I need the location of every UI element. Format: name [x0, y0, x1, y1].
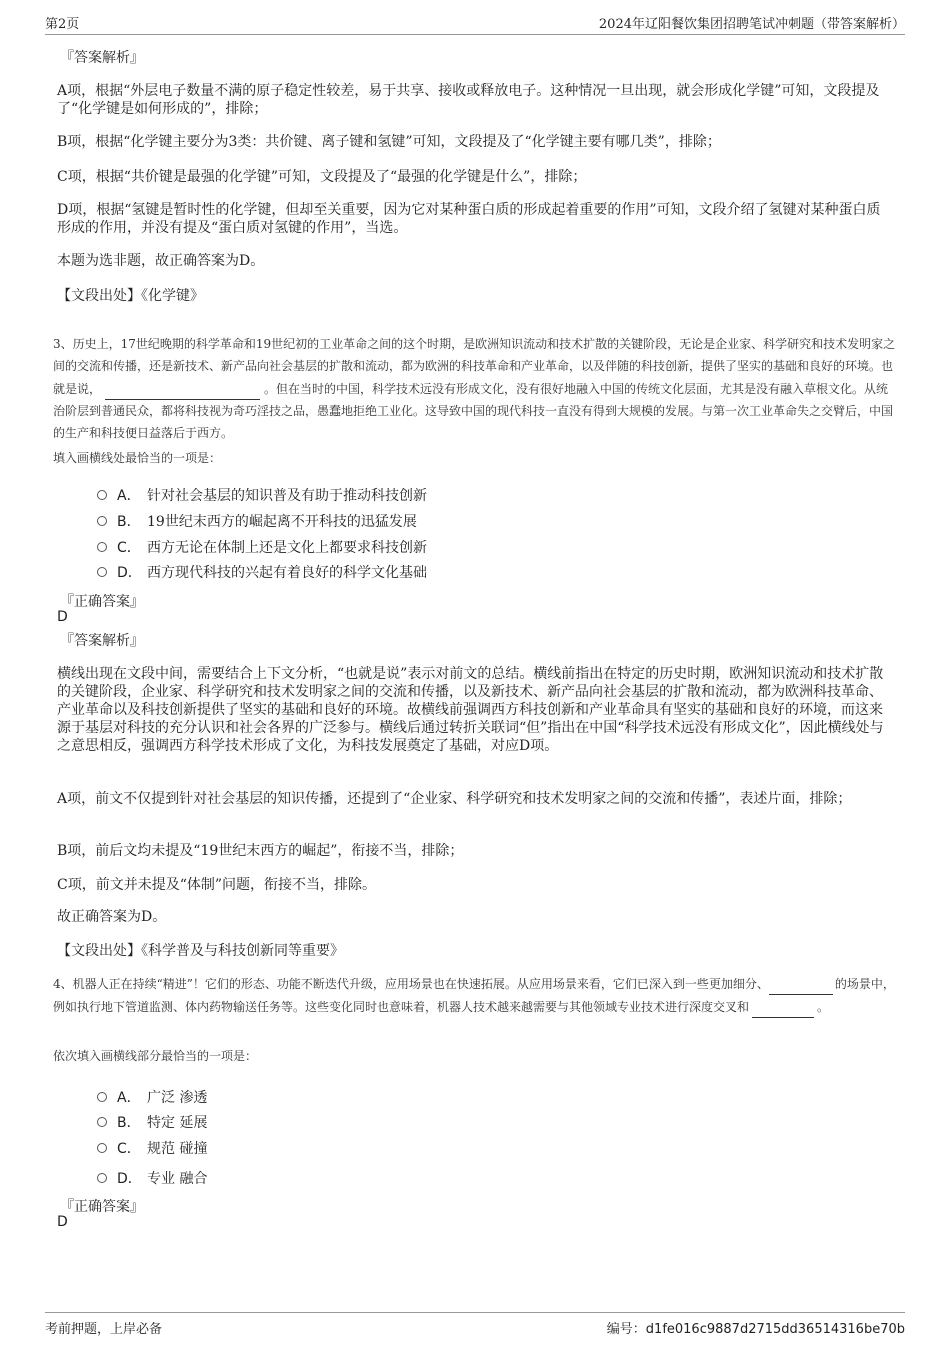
q4-option-d[interactable]: D． 专业 融合: [97, 1168, 207, 1188]
q3-answer-label: 『正确答案』: [60, 594, 144, 610]
q4-option-c[interactable]: C． 规范 碰撞: [97, 1138, 207, 1158]
q3-option-d[interactable]: D． 西方现代科技的兴起有着良好的科学文化基础: [97, 562, 427, 582]
q3-option-c[interactable]: C． 西方无论在体制上还是文化上都要求科技创新: [97, 537, 427, 557]
radio-icon[interactable]: [97, 1092, 107, 1102]
q4-option-b[interactable]: B． 特定 延展: [97, 1112, 207, 1132]
q3-stem: 3、历史上，17世纪晚期的科学革命和19世纪初的工业革命之间的这个时期，是欧洲知识流动和技术扩散的关键阶段，无论是企业家、科学研究和技术发明家之间的交流和传播，还是新技术、新产品向社会基层的扩散和流动，都为欧洲的科技革命和产业革命，以及伴随的科技创新，提供了坚实的基础和良好的环境。也就是说， 。但在当时的中国，科学技术远没有形成文化，没有很好地融入中国的传统文化层面，尤其是没有融入草根文化。从统治阶层到普通民众，都将科技视为奇巧淫技之品，愚蠢地拒绝工业化。这导致中国的现代科技一直没有得到大规模的发展。与第一次工业革命失之交臂后，中国的生产和科技便日益落后于西方。: [53, 337, 896, 440]
footer-slogan: 考前押题，上岸必备: [45, 1322, 163, 1337]
q3-conclusion: 故正确答案为D。: [57, 909, 167, 925]
q2-para-a: A项，根据“外层电子数量不满的原子稳定性较差，易于共享、接收或释放电子。这种情况一旦出现，就会形成化学键”可知，文段提及了“化学键是如何形成的”，排除；: [57, 83, 880, 117]
q3-para-b: B项，前后文均未提及“19世纪末西方的崛起”，衔接不当，排除；: [57, 843, 464, 859]
document-code: 编号：d1fe016c9887d2715dd36514316be70b: [606, 1322, 905, 1337]
q2-para-d: D项，根据“氢键是暂时性的化学键，但却至关重要，因为它对某种蛋白质的形成起着重要的作用”可知，文段介绍了氢键对某种蛋白质形成的作用，并没有提及“蛋白质对氢键的作用”，当选。: [57, 202, 881, 236]
q3-analysis-main: 横线出现在文段中间，需要结合上下文分析，“也就是说”表示对前文的总结。横线前指出在特定的历史时期，欧洲知识流动和技术扩散的关键阶段，企业家、科学研究和技术发明家之间的交流和传播，以及新技术、新产品向社会基层的扩散和流动，都为欧洲科技革命、产业革命以及科技创新提供了坚实的基础和良好的环境。故横线前强调西方科技创新和产业革命具有坚实的基础和良好的环境，而这来源于基层对科技的充分认识和社会各界的广泛参与。横线后通过转折关联词“但”指出在中国“科学技术远没有形成文化”，因此横线处与之意思相反，强调西方科学技术形成了文化，为科技发展奠定了基础，对应D项。: [57, 666, 884, 754]
q3-prompt: 填入画横线处最恰当的一项是：: [53, 451, 222, 465]
q4-blank-1: [769, 972, 833, 995]
q4-prompt: 依次填入画横线部分最恰当的一项是：: [53, 1049, 258, 1063]
radio-icon[interactable]: [97, 1117, 107, 1127]
radio-icon[interactable]: [97, 1143, 107, 1153]
q2-source: 【文段出处】《化学键》: [57, 288, 204, 304]
q3-para-c: C项，前文并未提及“体制”问题，衔接不当，排除。: [57, 877, 377, 893]
q3-option-b[interactable]: B． 19世纪末西方的崛起离不开科技的迅猛发展: [97, 511, 417, 531]
q3-para-a: A项，前文不仅提到针对社会基层的知识传播，还提到了“企业家、科学研究和技术发明家之间的交流和传播”，表述片面，排除；: [57, 791, 852, 807]
q4-option-a[interactable]: A． 广泛 渗透: [97, 1087, 207, 1107]
q3-analysis-label: 『答案解析』: [60, 633, 144, 649]
q4-answer: D: [57, 1214, 68, 1230]
q2-para-b: B项，根据“化学键主要分为3类：共价键、离子键和氢键”可知，文段提及了“化学键主要有哪几类”，排除；: [57, 134, 721, 150]
q2-conclusion: 本题为选非题，故正确答案为D。: [57, 253, 265, 269]
q3-source: 【文段出处】《科学普及与科技创新同等重要》: [57, 943, 344, 959]
q4-answer-label: 『正确答案』: [60, 1199, 144, 1215]
q4-blank-2: [752, 995, 814, 1018]
radio-icon[interactable]: [97, 542, 107, 552]
radio-icon[interactable]: [97, 490, 107, 500]
q3-blank: [105, 377, 260, 400]
q3-answer: D: [57, 609, 68, 625]
document-title: 2024年辽阳餐饮集团招聘笔试冲刺题（带答案解析）: [598, 17, 905, 32]
radio-icon[interactable]: [97, 1173, 107, 1183]
q2-analysis-label: 『答案解析』: [60, 50, 144, 66]
page-footer: [45, 1312, 905, 1337]
q4-stem: 4、机器人正在持续“精进”！它们的形态、功能不断迭代升级，应用场景也在快速拓展。从应用场景来看，它们已深入到一些更加细分、 的场景中，例如执行地下管道监测、体内药物输送任务等。这些变化同时也意味着，机器人技术越来越需要与其他领域专业技术进行深度交叉和 。: [53, 972, 898, 1018]
q2-para-c: C项，根据“共价键是最强的化学键”可知，文段提及了“最强的化学键是什么”，排除；: [57, 169, 587, 185]
radio-icon[interactable]: [97, 516, 107, 526]
radio-icon[interactable]: [97, 567, 107, 577]
page-header: [45, 12, 905, 35]
page-number: 第2页: [45, 17, 80, 32]
q3-option-a[interactable]: A． 针对社会基层的知识普及有助于推动科技创新: [97, 485, 427, 505]
